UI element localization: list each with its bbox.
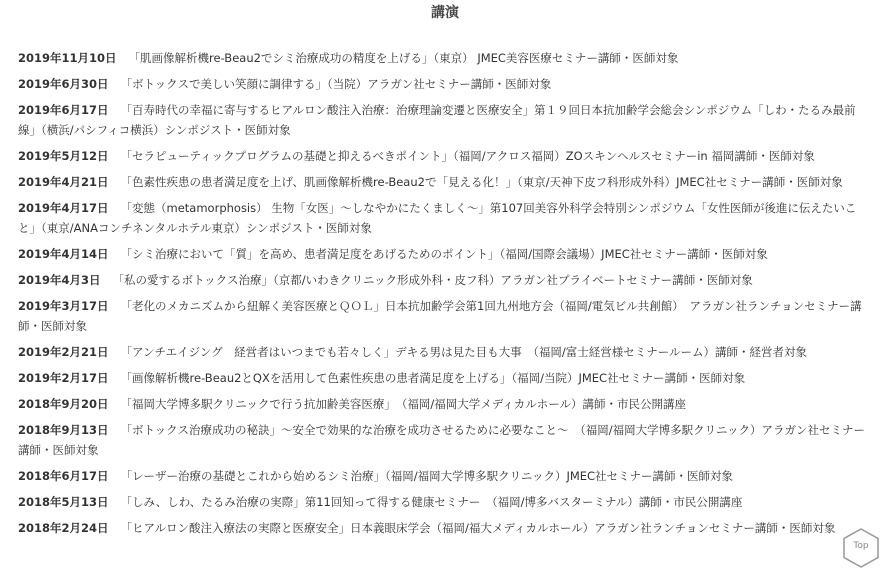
lecture-item bbox=[18, 172, 872, 192]
lecture-description: 「肌画像解析機re-Beau2でシミ治療成功の精度を上げる」（東京） JMEC美容医療セミナー講師・医師対象 bbox=[128, 51, 679, 65]
lecture-item bbox=[18, 146, 872, 166]
lecture-item bbox=[18, 342, 872, 362]
lecture-date: 2019年2月17日 bbox=[18, 371, 109, 385]
lecture-date: 2019年4月3日 bbox=[18, 273, 101, 287]
lecture-description: 「レーザー治療の基礎とこれから始めるシミ治療」（福岡/福岡大学博多駅クリニック）JMEC社セミナー講師・医師対象 bbox=[120, 469, 734, 483]
lecture-item bbox=[18, 296, 872, 336]
lecture-item bbox=[18, 100, 872, 140]
lecture-date: 2018年5月13日 bbox=[18, 495, 109, 509]
back-to-top-label: Top bbox=[853, 541, 869, 551]
lecture-description: 「アンチエイジング 経営者はいつまでも若々しく」デキる男は見た目も大事 （福岡/富士経営様セミナールーム）講師・経営者対象 bbox=[120, 345, 807, 359]
page-title: 講演 bbox=[431, 5, 459, 21]
lecture-date: 2019年6月17日 bbox=[18, 103, 109, 117]
lecture-description: 「シミ治療において「質」を高め、患者満足度をあげるためのポイント」（福岡/国際会議場）JMEC社セミナー講師・医師対象 bbox=[120, 247, 768, 261]
lecture-description: 「福岡大学博多駅クリニックで行う抗加齢美容医療」 （福岡/福岡大学メディカルホール）講師・市民公開講座 bbox=[120, 397, 687, 411]
lecture-item bbox=[18, 198, 872, 238]
lecture-description: 「ボトックス治療成功の秘訣」～安全で効果的な治療を成功させるために必要なこと～ （福岡/福岡大学博多駅クリニック）アラガン社セミナー講師・医師対象 bbox=[18, 423, 865, 457]
lecture-item bbox=[18, 48, 872, 68]
lecture-description: 「しみ、しわ、たるみ治療の実際」第11回知って得する健康セミナー （福岡/博多バスターミナル）講師・市民公開講座 bbox=[120, 495, 743, 509]
lecture-description: 「ヒアルロン酸注入療法の実際と医療安全」日本義眼床学会（福岡/福大メディカルホール）アラガン社ランチョンセミナー講師・医師対象 bbox=[120, 521, 836, 535]
lecture-date: 2018年2月24日 bbox=[18, 521, 109, 535]
lecture-date: 2018年9月20日 bbox=[18, 397, 109, 411]
lecture-item bbox=[18, 394, 872, 414]
lecture-description: 「ボトックスで美しい笑顔に調律する」（当院）アラガン社セミナー講師・医師対象 bbox=[120, 77, 552, 91]
lecture-item bbox=[18, 492, 872, 512]
lecture-item bbox=[18, 518, 872, 538]
lecture-item bbox=[18, 74, 872, 94]
lecture-description: 「老化のメカニズムから紐解く美容医療とＱＯＬ」日本抗加齢学会第1回九州地方会（福岡/電気ビル共創館） アラガン社ランチョンセミナー講師・医師対象 bbox=[18, 299, 862, 333]
lecture-date: 2019年4月14日 bbox=[18, 247, 109, 261]
back-to-top-button[interactable] bbox=[842, 528, 880, 568]
lecture-date: 2019年6月30日 bbox=[18, 77, 109, 91]
lecture-date: 2019年4月17日 bbox=[18, 201, 109, 215]
lecture-description: 「変態（metamorphosis） 生物「女医」～しなやかにたくましく～」第107回美容外科学会特別シンポジウム「女性医師が後進に伝えたいこと」（東京/ANAコンチネンタルホテル東京）シンポジスト・医師対象 bbox=[18, 201, 857, 235]
lecture-list bbox=[0, 23, 890, 538]
lecture-item bbox=[18, 270, 872, 290]
lecture-date: 2019年3月17日 bbox=[18, 299, 109, 313]
lecture-date: 2019年2月21日 bbox=[18, 345, 109, 359]
lecture-description: 「セラピューティックプログラムの基礎と抑えるべきポイント」（福岡/アクロス福岡）ZOスキンヘルスセミナーin 福岡講師・医師対象 bbox=[120, 149, 815, 163]
lecture-item bbox=[18, 420, 872, 460]
lecture-item bbox=[18, 368, 872, 388]
lecture-description: 「画像解析機re-Beau2とQXを活用して色素性疾患の患者満足度を上げる」（福岡/当院）JMEC社セミナー講師・医師対象 bbox=[120, 371, 746, 385]
lecture-date: 2019年5月12日 bbox=[18, 149, 109, 163]
lecture-item bbox=[18, 466, 872, 486]
lecture-date: 2019年11月10日 bbox=[18, 51, 117, 65]
lecture-date: 2018年6月17日 bbox=[18, 469, 109, 483]
lecture-description: 「色素性疾患の患者満足度を上げ、肌画像解析機re-Beau2で「見える化！」（東京/天神下皮フ科形成外科）JMEC社セミナー講師・医師対象 bbox=[120, 175, 843, 189]
lecture-date: 2019年4月21日 bbox=[18, 175, 109, 189]
lecture-description: 「百寿時代の幸福に寄与するヒアルロン酸注入治療：治療理論変遷と医療安全」第１９回日本抗加齢学会総会シンポジウム「しわ・たるみ最前線」（横浜/パシフィコ横浜）シンポジスト・医師対象 bbox=[18, 103, 856, 137]
lecture-item bbox=[18, 244, 872, 264]
lecture-description: 「私の愛するボトックス治療」（京都/いわきクリニック形成外科・皮フ科）アラガン社プライベートセミナー講師・医師対象 bbox=[112, 273, 753, 287]
lecture-date: 2018年9月13日 bbox=[18, 423, 109, 437]
